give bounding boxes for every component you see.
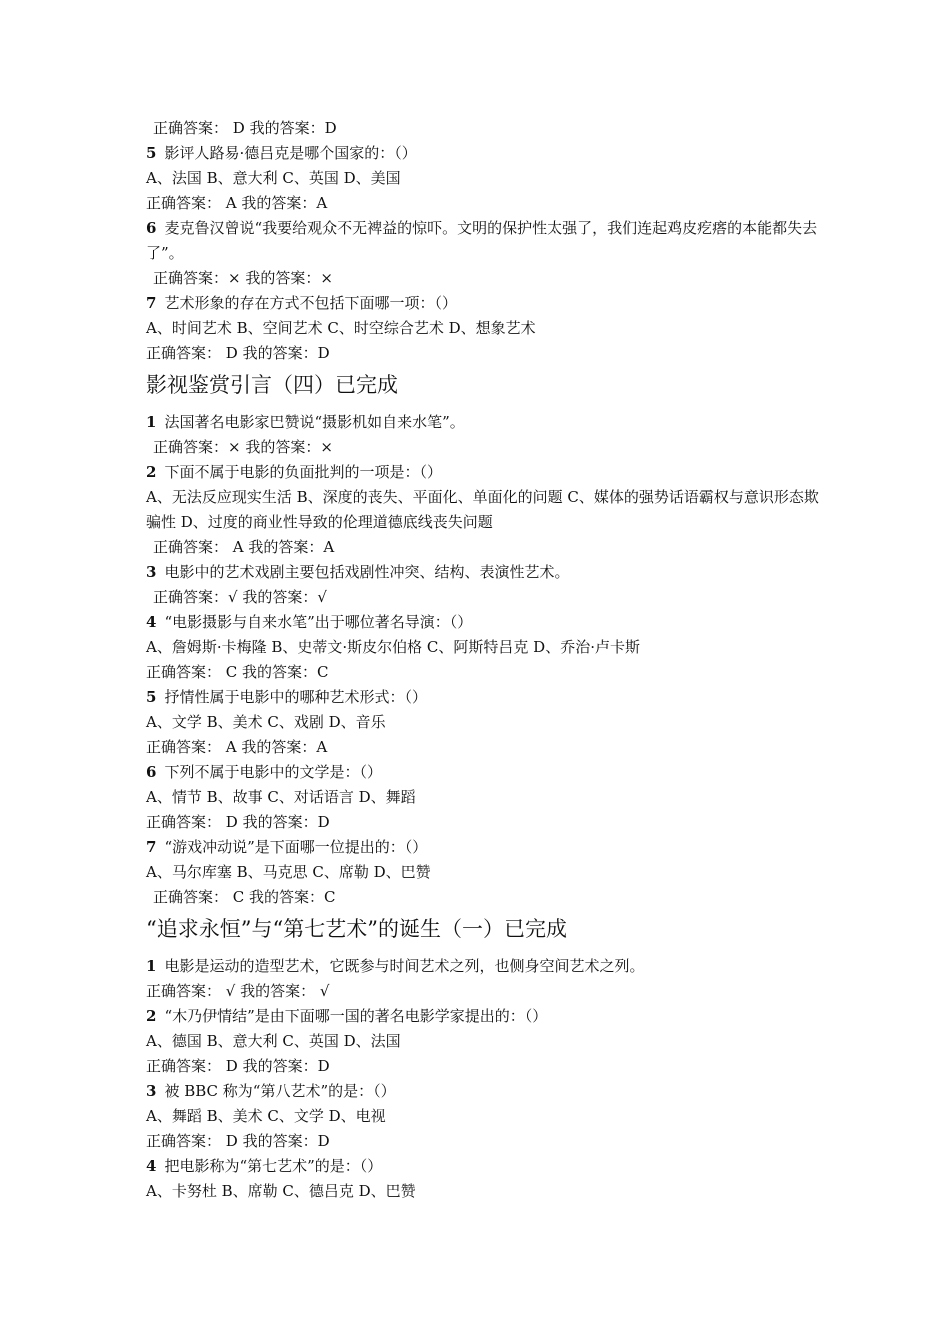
answer-line: 正确答案：√ 我的答案：√ [153, 588, 327, 606]
answer-line: 正确答案： A 我的答案：A [146, 194, 328, 212]
question-text: “游戏冲动说”是下面哪一位提出的：（） [164, 838, 428, 856]
answer-options: A、文学 B、美术 C、戏剧 D、音乐 [146, 713, 386, 731]
document-page [146, 116, 826, 1204]
question-text: 下面不属于电影的负面批判的一项是：（） [164, 463, 442, 481]
question-text: 法国著名电影家巴赞说“摄影机如自来水笔”。 [164, 413, 465, 431]
question-number: 1 [146, 957, 157, 975]
question [146, 291, 826, 316]
question [146, 1154, 826, 1179]
question [146, 1079, 826, 1104]
question-number: 2 [146, 463, 157, 481]
question [146, 954, 826, 979]
question-text: 电影中的艺术戏剧主要包括戏剧性冲突、结构、表演性艺术。 [164, 563, 570, 581]
answer-line: 正确答案： D 我的答案：D [146, 1057, 330, 1075]
question [146, 141, 826, 166]
answer-line: 正确答案： C 我的答案：C [146, 663, 329, 681]
answer-options: A、无法反应现实生活 B、深度的丧失、平面化、单面化的问题 C、媒体的强势话语霸权与意识形态欺骗性 D、过度的商业性导致的伦理道德底线丧失问题 [146, 488, 819, 531]
answer-line: 正确答案： A 我的答案：A [153, 538, 335, 556]
question [146, 410, 826, 435]
answer-options: A、情节 B、故事 C、对话语言 D、舞蹈 [146, 788, 416, 806]
answer-options: A、詹姆斯·卡梅隆 B、史蒂文·斯皮尔伯格 C、阿斯特吕克 D、乔治·卢卡斯 [146, 638, 640, 656]
question [146, 835, 826, 860]
question [146, 685, 826, 710]
question-text: 把电影称为“第七艺术”的是：（） [164, 1157, 383, 1175]
question [146, 610, 826, 635]
answer-line: 正确答案： D 我的答案：D [146, 1132, 330, 1150]
question-text: 被 BBC 称为“第八艺术”的是：（） [164, 1082, 396, 1100]
question [146, 560, 826, 585]
question [146, 460, 826, 485]
question-text: 影评人路易·德吕克是哪个国家的：（） [164, 144, 417, 162]
answer-options: A、舞蹈 B、美术 C、文学 D、电视 [146, 1107, 386, 1125]
question [146, 216, 826, 266]
question-number: 3 [146, 563, 157, 581]
question [146, 760, 826, 785]
answer-options: A、卡努杜 B、席勒 C、德吕克 D、巴赞 [146, 1182, 416, 1200]
question-number: 7 [146, 838, 157, 856]
answer-options: A、德国 B、意大利 C、英国 D、法国 [146, 1032, 401, 1050]
question-number: 1 [146, 413, 157, 431]
answer-line: 正确答案： √ 我的答案： √ [146, 982, 330, 1000]
answer-options: A、马尔库塞 B、马克思 C、席勒 D、巴赞 [146, 863, 431, 881]
answer-line: 正确答案： C 我的答案：C [153, 888, 336, 906]
answer-line: 正确答案： D 我的答案：D [146, 344, 330, 362]
question-text: 下列不属于电影中的文学是：（） [164, 763, 382, 781]
section-title: “追求永恒”与“第七艺术”的诞生（一）已完成 [146, 917, 567, 941]
answer-line: 正确答案：× 我的答案：× [153, 269, 333, 287]
question-text: “电影摄影与自来水笔”出于哪位著名导演：（） [164, 613, 473, 631]
answer-options: A、法国 B、意大利 C、英国 D、美国 [146, 169, 401, 187]
question-text: 麦克鲁汉曾说“我要给观众不无裨益的惊吓。文明的保护性太强了，我们连起鸡皮疙瘩的本能都失去了”。 [146, 219, 818, 262]
answer-line: 正确答案： D 我的答案：D [146, 813, 330, 831]
question-number: 5 [146, 144, 157, 162]
question-number: 2 [146, 1007, 157, 1025]
question-number: 6 [146, 763, 157, 781]
answer-line: 正确答案： D 我的答案：D [153, 119, 337, 137]
question-number: 6 [146, 219, 157, 237]
question-number: 5 [146, 688, 157, 706]
question-text: 电影是运动的造型艺术，它既参与时间艺术之列，也侧身空间艺术之列。 [164, 957, 645, 975]
question-number: 4 [146, 613, 157, 631]
answer-line: 正确答案： A 我的答案：A [146, 738, 328, 756]
question-text: 抒情性属于电影中的哪种艺术形式：（） [164, 688, 427, 706]
question-number: 7 [146, 294, 157, 312]
answer-options: A、时间艺术 B、空间艺术 C、时空综合艺术 D、想象艺术 [146, 319, 536, 337]
question-number: 4 [146, 1157, 157, 1175]
question-text: “木乃伊情结”是由下面哪一国的著名电影学家提出的：（） [164, 1007, 548, 1025]
section-title: 影视鉴赏引言（四）已完成 [146, 373, 398, 397]
answer-line: 正确答案：× 我的答案：× [153, 438, 333, 456]
question-number: 3 [146, 1082, 157, 1100]
question [146, 1004, 826, 1029]
question-text: 艺术形象的存在方式不包括下面哪一项：（） [164, 294, 457, 312]
